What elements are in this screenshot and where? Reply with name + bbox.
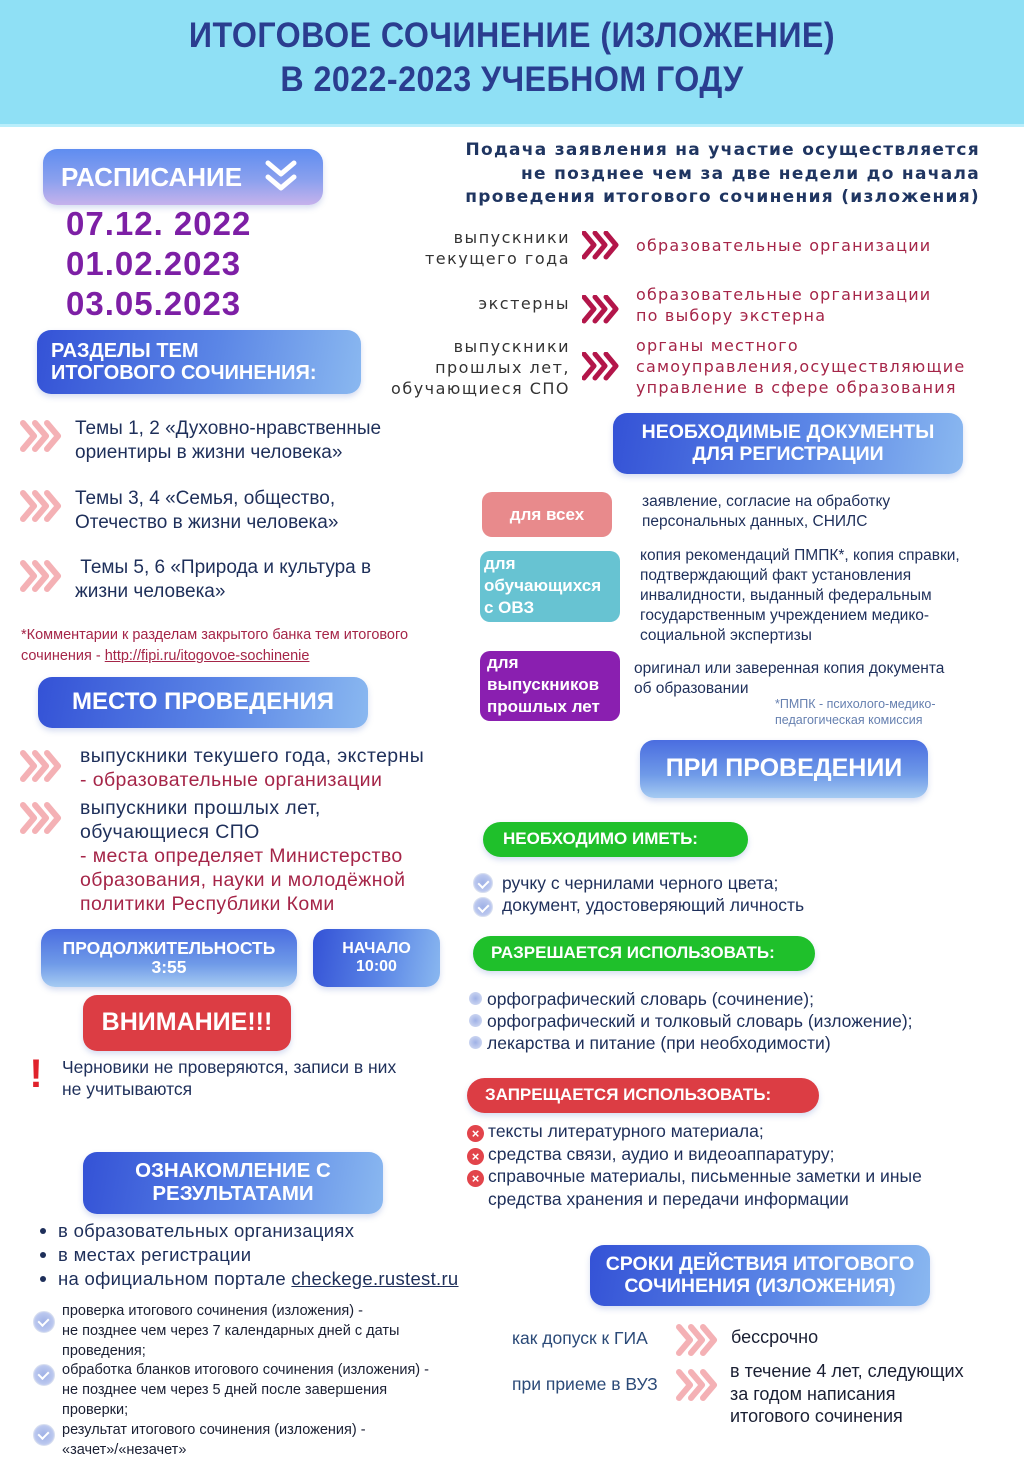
page-title-line1: ИТОГОВОЕ СОЧИНЕНИЕ (ИЗЛОЖЕНИЕ) <box>188 16 836 55</box>
results-label <box>83 1152 383 1214</box>
validity-label-line1: СРОКИ ДЕЙСТВИЯ ИТОГОВОГО <box>605 1253 915 1276</box>
venue-line-highlight: - образовательные организации <box>80 769 383 791</box>
exclamation-icon: ! <box>29 1052 43 1096</box>
application-who-line: обучающиеся СПО <box>391 379 570 398</box>
application-who-line: текущего года <box>424 249 570 268</box>
results-place: в местах регистрации <box>58 1244 252 1265</box>
chevron-right-icon <box>676 1324 718 1358</box>
results-step-line: проверка итогового сочинения (изложения) - <box>62 1303 363 1319</box>
page-title-line2: В 2022-2023 УЧЕБНОМ ГОДУ <box>280 60 744 99</box>
check-badge-icon <box>473 873 493 893</box>
forbidden-label <box>467 1078 819 1113</box>
documents-label <box>613 413 963 474</box>
forbidden-item: средства связи, аудио и видеоаппаратуру; <box>488 1143 835 1164</box>
start-label: НАЧАЛО <box>342 940 411 958</box>
check-badge-icon <box>33 1424 55 1446</box>
allowed-label-text: РАЗРЕШАЕТСЯ ИСПОЛЬЗОВАТЬ: <box>491 943 775 963</box>
page-header <box>0 0 1024 127</box>
topic-line: Темы 3, 4 «Семья, общество, <box>75 488 336 509</box>
results-step-line: обработка бланков итогового сочинения (изложения) - <box>62 1362 429 1379</box>
schedule-label <box>43 149 323 205</box>
bullet-dot-icon <box>40 1228 46 1234</box>
topic-line: ориентиры в жизни человека» <box>75 442 343 463</box>
results-portal-prefix: на официальном портале <box>58 1268 292 1289</box>
bullet-icon <box>469 1014 482 1027</box>
validity-term-vuz <box>730 1360 964 1428</box>
topic-item <box>75 487 338 535</box>
topic-line: жизни человека» <box>75 581 226 602</box>
validity-term-line: итогового сочинения <box>730 1406 903 1426</box>
must-have-list <box>502 872 804 916</box>
allowed-item: лекарства и питание (при необходимости) <box>487 1033 831 1053</box>
allowed-label <box>473 936 815 971</box>
duration-value: 3:55 <box>151 957 187 977</box>
chevron-right-icon <box>20 560 62 594</box>
duration-badge <box>41 929 297 987</box>
doc-text-line: социальной экспертизы <box>640 627 812 644</box>
chevron-right-icon <box>20 420 62 454</box>
documents-label-line1: НЕОБХОДИМЫЕ ДОКУМЕНТЫ <box>641 421 935 444</box>
results-step-line: результат итогового сочинения (изложения) - <box>62 1421 366 1438</box>
application-where-1 <box>636 235 931 256</box>
application-where-line: управление в сфере образования <box>636 378 957 397</box>
application-where-2 <box>636 284 931 326</box>
results-steps <box>62 1302 429 1458</box>
validity-case-gia: как допуск к ГИА <box>512 1328 648 1348</box>
start-value: 10:00 <box>356 958 397 975</box>
allowed-list <box>487 988 913 1054</box>
doc-tag-line: прошлых лет <box>487 697 600 716</box>
validity-term-line: в течение 4 лет, следующих <box>730 1361 964 1381</box>
application-who-line: экстерны <box>478 294 570 313</box>
topics-note-line1: *Комментарии к разделам закрытого банка тем итогового <box>21 627 409 643</box>
doc-tag-line: с ОВЗ <box>484 598 535 617</box>
start-badge <box>313 929 440 987</box>
forbidden-item: справочные материалы, письменные заметки и иные <box>488 1166 922 1186</box>
bullet-icon <box>469 992 482 1005</box>
doc-tag-all <box>482 492 612 537</box>
venue-line-highlight: политики Республики Коми <box>80 893 335 915</box>
topics-label-line2: ИТОГОВОГО СОЧИНЕНИЯ: <box>51 362 317 384</box>
application-heading-line1: Подача заявления на участие осуществляется <box>465 140 980 160</box>
doc-tag-ovz <box>480 551 620 622</box>
venue-item-2 <box>80 796 405 916</box>
validity-label <box>590 1245 930 1306</box>
topics-note <box>21 625 408 667</box>
doc-text-line: государственным учреждением медико- <box>640 607 930 624</box>
must-have-item: ручку с чернилами черного цвета; <box>502 873 779 893</box>
application-heading-line3: проведения итогового сочинения (изложения) <box>465 187 980 207</box>
venue-line: выпускники текушего года, экстерны <box>80 745 425 767</box>
doc-tag-past <box>480 651 620 721</box>
doc-text-line: копия рекомендаций ПМПК*, копия справки, <box>640 547 960 564</box>
checkege-link[interactable]: checkege.rustest.ru <box>291 1268 459 1289</box>
doc-text-line: оригинал или заверенная копия документа <box>634 660 945 677</box>
topic-item <box>75 556 371 604</box>
schedule-date-2: 01.02.2023 <box>66 245 242 282</box>
doc-tag-line: для <box>484 554 516 573</box>
duration-label: ПРОДОЛЖИТЕЛЬНОСТЬ <box>62 937 276 958</box>
doc-text-line: об образовании <box>634 680 749 697</box>
attention-text-line1: Черновики не проверяются, записи в них <box>62 1057 397 1077</box>
bullet-dot-icon <box>40 1276 46 1282</box>
results-step-line: «зачет»/«незачет» <box>62 1441 187 1458</box>
application-heading <box>400 139 980 210</box>
x-circle-icon: × <box>467 1125 484 1142</box>
application-who-2 <box>360 293 570 314</box>
during-label <box>640 740 928 798</box>
application-where-3 <box>636 335 965 398</box>
venue-line-highlight: образования, науки и молодёжной <box>80 869 406 891</box>
doc-text-line: подтверждающий факт установления <box>640 567 912 584</box>
topics-note-prefix: сочинения - <box>21 648 105 664</box>
validity-case-vuz: при приеме в ВУЗ <box>512 1374 658 1394</box>
topic-item <box>75 417 381 465</box>
results-places <box>58 1219 459 1291</box>
results-step-line: проведения; <box>62 1342 146 1359</box>
pmpk-footnote-line1: *ПМПК - психолого-медико- <box>775 697 936 711</box>
application-where-line: самоуправления,осуществляющие <box>636 357 966 376</box>
application-who-3 <box>360 336 570 399</box>
validity-label-line2: СОЧИНЕНИЯ (ИЗЛОЖЕНИЯ) <box>624 1274 896 1297</box>
topic-line: Отечество в жизни человека» <box>75 512 339 533</box>
allowed-item: орфографический и толковый словарь (изложение); <box>487 1011 913 1031</box>
documents-label-line2: ДЛЯ РЕГИСТРАЦИИ <box>692 442 884 465</box>
must-have-label <box>483 822 748 857</box>
application-who-line: прошлых лет, <box>435 358 570 377</box>
double-chevron-down-icon <box>264 159 298 195</box>
topic-line: Темы 1, 2 «Духовно-нравственные <box>75 418 382 439</box>
results-step-line: не позднее чем через 5 дней после завершения <box>62 1382 388 1399</box>
check-badge-icon <box>33 1311 55 1333</box>
doc-text-ovz <box>640 546 960 646</box>
venue-item-1 <box>80 744 424 792</box>
application-where-line: образовательные организации <box>636 285 932 304</box>
doc-tag-all-text: для всех <box>509 505 585 524</box>
application-where-line: по выбору экстерна <box>636 306 827 325</box>
attention-text <box>62 1056 396 1100</box>
venue-label <box>38 677 368 728</box>
check-badge-icon <box>33 1364 55 1386</box>
results-step-line: проверки; <box>62 1401 129 1418</box>
results-label-line2: РЕЗУЛЬТАТАМИ <box>152 1182 314 1205</box>
application-where-line: образовательные организации <box>636 236 932 255</box>
chevron-right-icon <box>582 352 622 382</box>
fipi-link[interactable]: http://fipi.ru/itogovoe-sochinenie <box>104 648 310 664</box>
chevron-right-icon <box>20 490 62 524</box>
doc-text-line: заявление, согласие на обработку <box>642 493 891 510</box>
venue-line: выпускники прошлых лет, <box>80 797 321 819</box>
application-who-1 <box>360 227 570 269</box>
results-place: в образовательных организациях <box>58 1220 355 1241</box>
results-label-line1: ОЗНАКОМЛЕНИЕ С <box>135 1159 331 1183</box>
pmpk-footnote-line2: педагогическая комиссия <box>775 713 923 727</box>
doc-tag-line: выпускников <box>487 675 600 694</box>
schedule-date-1: 07.12. 2022 <box>66 205 252 242</box>
schedule-date-3: 03.05.2023 <box>66 285 242 322</box>
must-have-item: документ, удостоверяющий личность <box>502 895 805 915</box>
chevron-right-icon <box>582 231 622 261</box>
pmpk-footnote <box>775 696 935 728</box>
chevron-right-icon <box>20 750 62 784</box>
attention-label: ВНИМАНИЕ!!! <box>101 1008 273 1037</box>
x-circle-icon: × <box>467 1148 484 1165</box>
doc-text-line: инвалидности, выданный федеральным <box>640 587 932 604</box>
doc-tag-line: обучающихся <box>484 576 602 595</box>
doc-tag-line: для <box>487 653 519 672</box>
attention-badge <box>83 995 291 1051</box>
doc-text-past <box>634 659 944 699</box>
doc-text-all <box>642 492 890 532</box>
forbidden-item: средства хранения и передачи информации <box>488 1188 849 1209</box>
schedule-label-text: РАСПИСАНИЕ <box>61 161 243 192</box>
must-have-label-text: НЕОБХОДИМО ИМЕТЬ: <box>503 829 698 849</box>
validity-term-gia: бессрочно <box>731 1327 819 1347</box>
forbidden-label-text: ЗАПРЕЩАЕТСЯ ИСПОЛЬЗОВАТЬ: <box>485 1085 772 1105</box>
application-where-line: органы местного <box>636 336 799 355</box>
forbidden-list <box>488 1120 922 1210</box>
topic-line: Темы 5, 6 «Природа и культура в <box>75 557 372 578</box>
results-step-line: не позднее чем через 7 календарных дней с даты <box>62 1322 400 1339</box>
bullet-icon <box>469 1036 482 1049</box>
x-circle-icon: × <box>467 1170 484 1187</box>
application-who-line: выпускники <box>453 228 570 247</box>
application-heading-line2: не позднее чем за две недели до начала <box>521 163 980 184</box>
check-badge-icon <box>473 897 493 917</box>
during-label-text: ПРИ ПРОВЕДЕНИИ <box>665 754 903 783</box>
chevron-right-icon <box>20 802 62 836</box>
validity-term-line: за годом написания <box>730 1383 896 1404</box>
topics-label-line1: РАЗДЕЛЫ ТЕМ <box>51 340 199 362</box>
forbidden-item: тексты литературного материала; <box>488 1121 764 1141</box>
application-who-line: выпускники <box>453 337 570 356</box>
chevron-right-icon <box>582 295 622 325</box>
allowed-item: орфографический словарь (сочинение); <box>487 989 814 1009</box>
attention-text-line2: не учитываются <box>62 1079 193 1099</box>
venue-line-highlight: - места определяет Министерство <box>80 845 403 867</box>
venue-line: обучающиеся СПО <box>80 821 260 843</box>
chevron-right-icon <box>676 1369 718 1403</box>
venue-label-text: МЕСТО ПРОВЕДЕНИЯ <box>71 688 335 716</box>
doc-text-line: персональных данных, СНИЛС <box>642 513 868 530</box>
topics-label <box>37 330 361 394</box>
bullet-dot-icon <box>40 1252 46 1258</box>
